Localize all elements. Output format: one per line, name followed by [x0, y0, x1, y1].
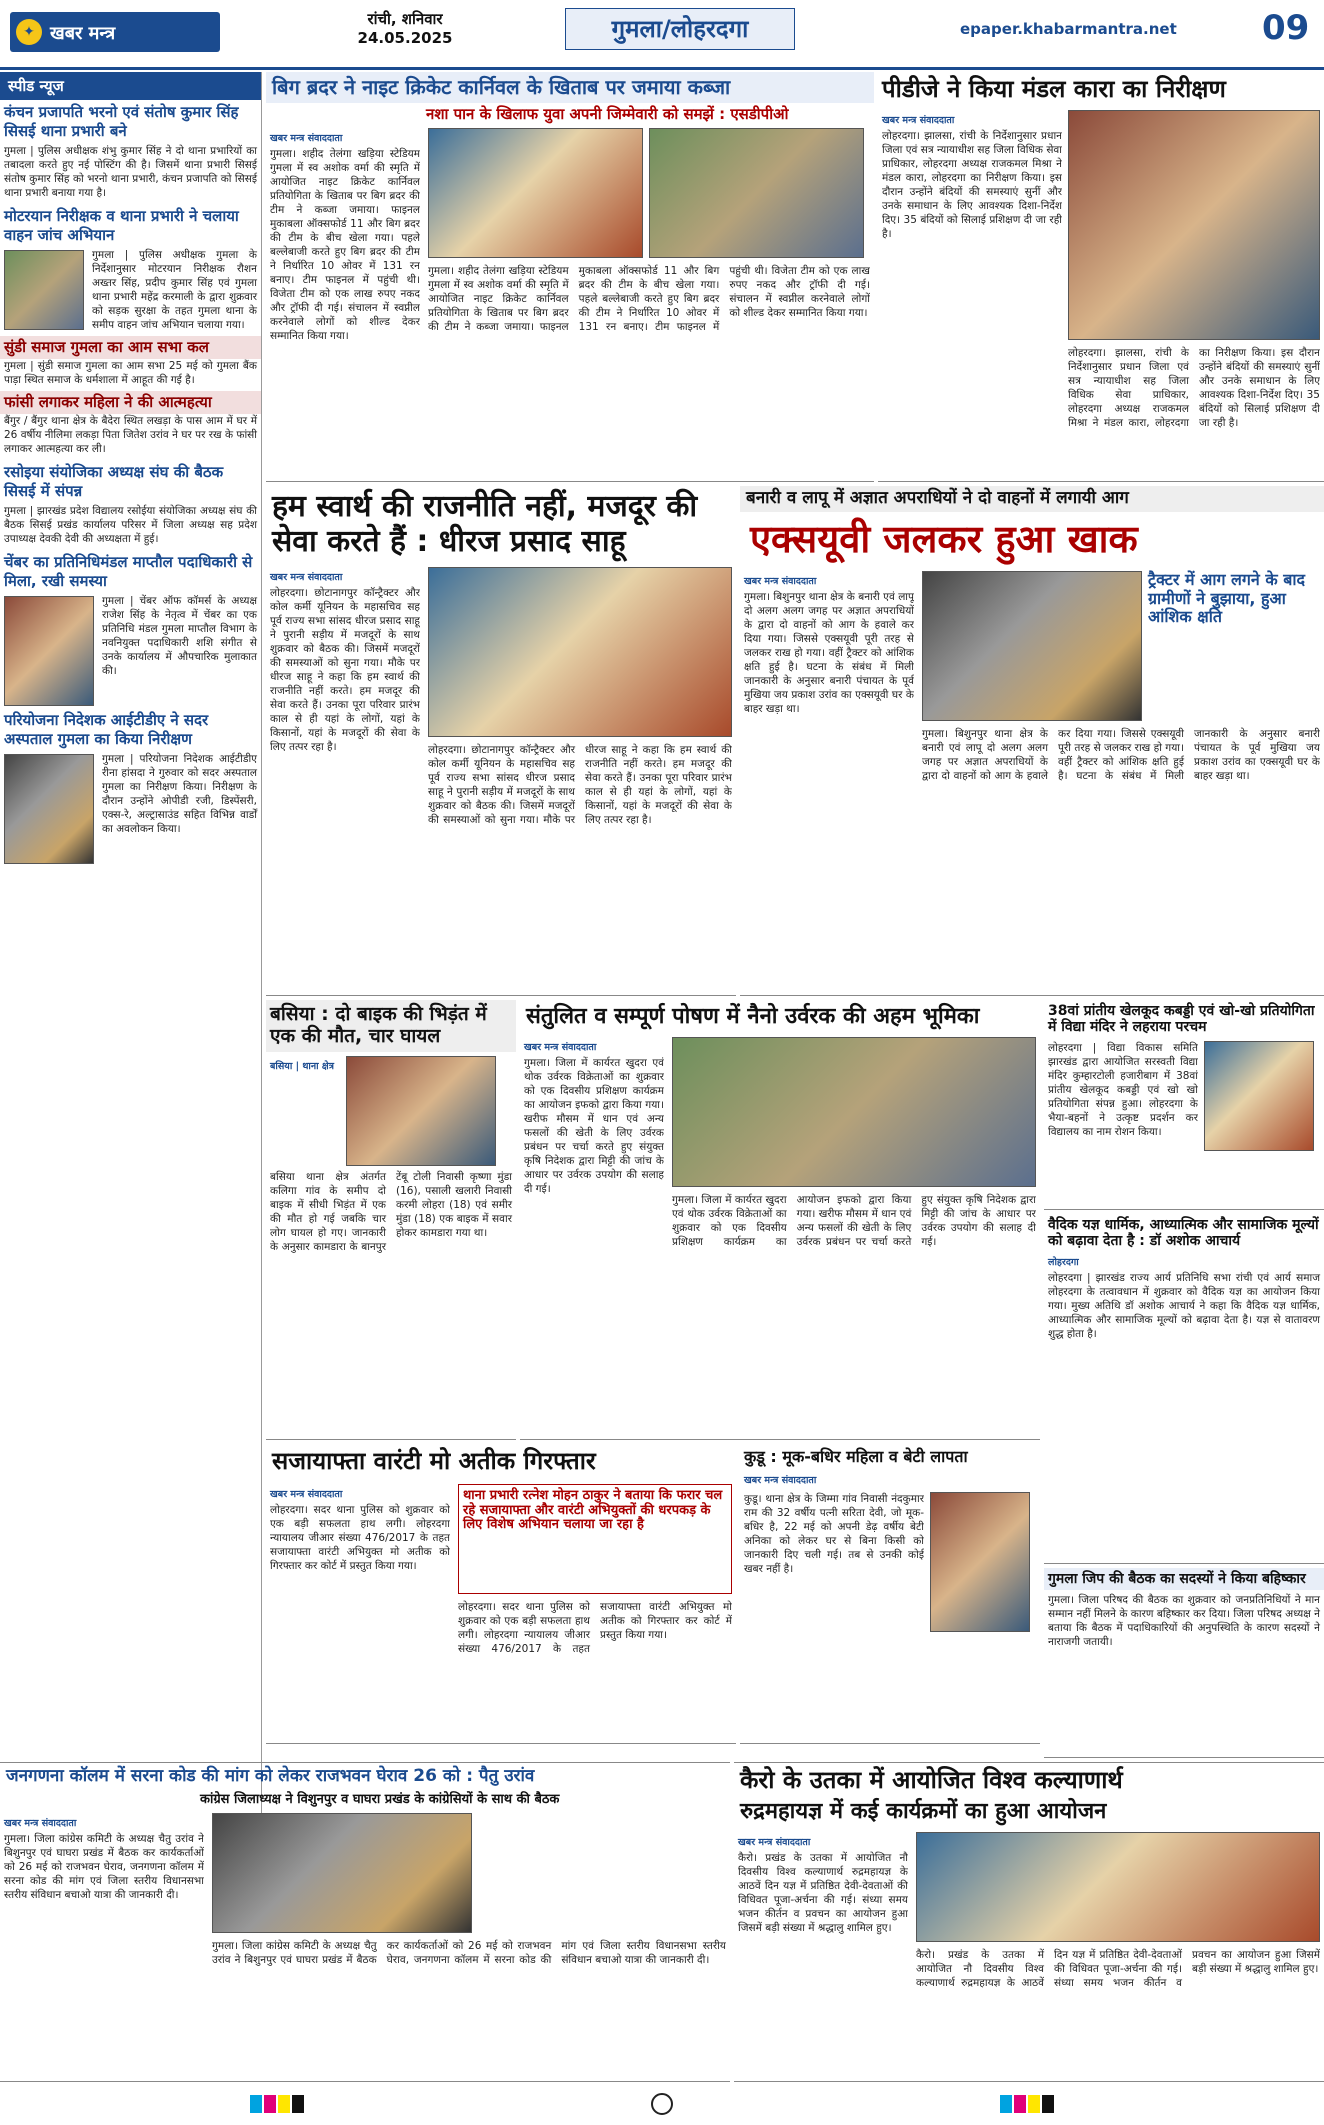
edition-date — [345, 10, 465, 48]
brief-item — [0, 708, 261, 866]
page-number: 09 — [1262, 8, 1310, 48]
pdj-headline[interactable]: पीडीजे ने किया मंडल कारा का निरीक्षण — [882, 75, 1226, 103]
speed-news-label: स्पीड न्यूज — [0, 72, 261, 100]
kairo-headline[interactable]: कैरो के उतका में आयोजित विश्व कल्याणार्थ — [740, 1766, 1123, 1794]
dhiraj-headline[interactable]: हम स्वार्थ की राजनीति नहीं, मजदूर की सेवा करते हैं : धीरज प्रसाद साहू — [272, 489, 698, 559]
pdj-body: लोहरदगा। झालसा, रांची के निर्देशानुसार प्रधान जिला एवं सत्र न्यायाधीश सह जिला विधिक सेवा प्राधिकार, लोहरदगा अध्यक्ष राजकमल मिश्रा ने मंडल कारा, लोहरदगा का निरीक्षण किया। इस दौरान उन्होंने बंदियों की समस्याएं सुनीं और उनके समाधान के लिए आवश्यक दिशा-निर्देश दिए। 35 बंदियों को सिलाई प्रशिक्षण दी जा रही है। — [882, 129, 1062, 240]
xuv-fire-story — [740, 486, 1324, 996]
kairo-body-continued: कैरो। प्रखंड के उतका में आयोजित नौ दिवसीय विश्व कल्याणार्थ रुद्रमहायज्ञ के आठवें दिन यज्ञ में प्रतिष्ठित देवी-देवताओं की विधिवत पूजा-अर्चना की गई। संध्या समय भजन कीर्तन व प्रवचन का आयोजन हुआ जिसमें बड़ी संख्या में श्रद्धालु शामिल हुए। — [916, 1948, 1320, 1989]
brief-body: गुमला | झारखंड प्रदेश विद्यालय रसोईया संयोजिका अध्यक्ष संघ की बैठक सिसई प्रखंड कार्यालय परिसर में जिला अध्यक्ष सह प्रदेश उपाध्यक्ष देवकी देवी की अध्यक्षता में हुई। — [4, 505, 257, 545]
brief-item — [0, 204, 261, 336]
brand-mark-icon: ✦ — [16, 19, 42, 45]
brief-item — [0, 100, 261, 204]
vehicle-check-photo — [4, 250, 84, 330]
speed-news-column — [0, 72, 262, 1872]
hospital-inspection-photo — [4, 754, 94, 864]
yellow-swatch — [1028, 2095, 1040, 2113]
section-title: गुमला/लोहरदगा — [565, 8, 795, 50]
kairo-yagya-story — [734, 1762, 1324, 2082]
registration-mark-icon — [651, 2093, 673, 2115]
kairo-headline-line2[interactable]: रुद्रमहायज्ञ में कई कार्यक्रमों का हुआ आयोजन — [740, 1798, 1107, 1824]
yagya-photo — [916, 1832, 1320, 1942]
cricket-headline[interactable]: बिग ब्रदर ने नाइट क्रिकेट कार्निवल के खिताब पर जमाया कब्जा — [266, 72, 874, 103]
sarna-subheadline[interactable]: कांग्रेस जिलाध्यक्ष ने विशुनपुर व घाघरा प्रखंड के कांग्रेसियों के साथ की बैठक — [200, 1791, 560, 1807]
byline: खबर मन्त्र संवाददाता — [738, 1836, 811, 1848]
kabaddi-body: लोहरदगा | विद्या विकास समिति झारखंड द्वारा आयोजित सरस्वती विद्या मंदिर कुम्हारटोली हजारीबाग में 38वां प्रांतीय खेलकूद कबड्डी एवं खो खो प्रतियोगिता संपन्न हुआ। लोहरदगा के भैया-बहनों ने उत्कृष्ट प्रदर्शन कर विद्यालय का नाम रोशन किया। — [1048, 1042, 1198, 1139]
chamber-meeting-photo — [4, 596, 94, 706]
byline: खबर मन्त्र संवाददाता — [270, 572, 343, 583]
accident-photo — [346, 1056, 496, 1166]
magenta-swatch — [1014, 2095, 1026, 2113]
sarna-body: गुमला। जिला कांग्रेस कमिटी के अध्यक्ष चैतु उरांव ने बिशुनपुर एवं घाघरा प्रखंड में बैठक कर कार्यकर्ताओं को 26 मई को राजभवन घेराव, जनगणना कॉलम में सरना कोड की मांग एवं जिला स्तरीय विधानसभा स्तरीय संविधान बचाओ यात्रा की जानकारी दी। — [4, 1833, 204, 1902]
brief-headline[interactable]: चेंबर का प्रतिनिधिमंडल माप्तौल पदाधिकारी से मिला, रखी समस्या — [4, 553, 253, 590]
xuv-body: गुमला। बिशुनपुर थाना क्षेत्र के बनारी एवं लापू दो अलग अलग जगह पर अज्ञात अपराधियों के द्वारा दो वाहनों को आग के हवाले कर दिया गया। जिससे एक्सयूवी पूरी तरह से जलकर राख हो गया। वहीं ट्रैक्टर को आंशिक क्षति हुई है। घटना के संबंध में मिली जानकारी के अनुसार बनारी पंचायत के पूर्व मुखिया जय प्रकाश उरांव का एक्सयूवी घर के बाहर खड़ा था। — [744, 591, 914, 716]
dhiraj-story — [266, 486, 736, 996]
brief-headline[interactable]: सुंडी समाज गुमला का आम सभा कल — [0, 336, 261, 359]
byline: लोहरदगा — [1048, 1257, 1079, 1269]
parishad-headline[interactable]: गुमला जिप की बैठक का सदस्यों ने किया बहिष्कार — [1044, 1568, 1324, 1590]
pdj-body-continued: लोहरदगा। झालसा, रांची के निर्देशानुसार प्रधान जिला एवं सत्र न्यायाधीश सह जिला विधिक सेवा प्राधिकार, लोहरदगा अध्यक्ष राजकमल मिश्रा ने मंडल कारा, लोहरदगा का निरीक्षण किया। इस दौरान उन्होंने बंदियों की समस्याएं सुनीं और उनके समाधान के लिए आवश्यक दिशा-निर्देश दिए। 35 बंदियों को सिलाई प्रशिक्षण दी जा रही है। — [1068, 346, 1320, 429]
kairo-body: कैरो। प्रखंड के उतका में आयोजित नौ दिवसीय विश्व कल्याणार्थ रुद्रमहायज्ञ के आठवें दिन यज्ञ में प्रतिष्ठित देवी-देवताओं की विधिवत पूजा-अर्चना की गई। संध्या समय भजन कीर्तन व प्रवचन का आयोजन हुआ जिसमें बड़ी संख्या में श्रद्धालु शामिल हुए। — [738, 1851, 908, 1934]
jail-inspection-photo — [1068, 110, 1320, 340]
burnt-xuv-photo — [922, 571, 1142, 721]
brief-headline[interactable]: रसोइया संयोजिका अध्यक्ष संघ की बैठक सिसई में संपन्न — [4, 463, 224, 500]
brief-body: गुमला | सुंडी समाज गुमला का आम सभा 25 मई को गुमला बैंक पाड़ा स्थित समाज के धर्मशाला में आहूत की गई है। — [4, 360, 257, 386]
byline: खबर मन्त्र संवाददाता — [882, 114, 955, 126]
trophy-photo — [649, 128, 864, 258]
cyan-swatch — [1000, 2095, 1012, 2113]
bike-headline[interactable]: बसिया : दो बाइक की भिड़ंत में एक की मौत, चार घायल — [266, 1000, 516, 1052]
brief-item — [0, 460, 261, 550]
epaper-url[interactable]: epaper.khabarmantra.net — [960, 20, 1177, 38]
dhiraj-body: लोहरदगा। छोटानागपुर कॉन्ट्रैक्टर और कोल कर्मी यूनियन के महासचिव सह पूर्व राज्य सभा सांसद धीरज प्रसाद साहू ने पुरानी सड़ीय में मजदूरों के साथ शुक्रवार को बैठक की। जिसमें मजदूरों की समस्याओं को सुना गया। मौके पर धीरज साहू ने कहा कि हम स्वार्थ की राजनीति नहीं करते। हम मजदूर की सेवा करते हैं। उनका पूरा परिवार प्रारंभ काल से ही यहां के लोगों, यहां के किसानों, यहां के मजदूरों की सेवा के लिए तत्पर रहा है। — [270, 587, 420, 753]
sarna-code-story — [0, 1762, 730, 2082]
bike-accident-story — [266, 1000, 516, 1440]
parishad-body: गुमला। जिला परिषद की बैठक का शुक्रवार को जनप्रतिनिधियों ने मान सम्मान नहीं मिलने के कारण बहिष्कार कर दिया। जिला परिषद अध्यक्ष ने बताया कि बैठक में पदाधिकारियों की अनुपस्थिति के कारण सदस्यों ने नाराजगी जतायी। — [1048, 1594, 1320, 1649]
brief-body: गुमला | चेंबर ऑफ कॉमर्स के अध्यक्ष राजेश सिंह के नेतृत्व में चेंबर का एक प्रतिनिधि मंडल गुमला माप्तौल विभाग के नवनियुक्त पदाधिकारी शशि संगीत से उनके कार्यालय में औपचारिक मुलाकात की। — [102, 595, 257, 677]
cricket-story — [266, 72, 874, 482]
xuv-side-headline: ट्रैक्टर में आग लगने के बाद ग्रामीणों ने बुझाया, हुआ आंशिक क्षति — [1148, 570, 1305, 627]
xuv-headline[interactable]: एक्सयूवी जलकर हुआ खाक — [750, 516, 1138, 561]
vedic-body: लोहरदगा | झारखंड राज्य आर्य प्रतिनिधि सभा रांची एवं आर्य समाज लोहरदगा के तत्वावधान में शुक्रवार को वैदिक यज्ञ का आयोजन किया गया। मुख्य अतिथि डॉ अशोक आचार्य ने कहा कि वैदिक यज्ञ धार्मिक, आध्यात्मिक और सामाजिक मूल्यों को बढ़ावा देता है। यज्ञ से वातावरण शुद्ध होता है। — [1048, 1272, 1320, 1341]
brand-logo[interactable] — [10, 12, 220, 52]
cricket-team-photo — [428, 128, 643, 258]
missing-body: कुडू। थाना क्षेत्र के जिम्मा गांव निवासी नंदकुमार राम की 32 वर्षीय पत्नी सरिता देवी, जो मूक-बधिर है, 22 मई को अपनी डेढ़ वर्षीय बेटी अनिका को लेकर घर से बिना किसी को जानकारी दिए चली गई। तब से उनकी कोई खबर नहीं है। — [744, 1493, 924, 1576]
pdj-story — [878, 72, 1324, 482]
nano-body-continued: गुमला। जिला में कार्यरत खुदरा एवं थोक उर्वरक विक्रेताओं का शुक्रवार को एक दिवसीय प्रशिक्षण कार्यक्रम का आयोजन इफको द्वारा किया गया। खरीफ मौसम में धान एवं अन्य फसलों की खेती के लिए उर्वरक प्रबंधन पर चर्चा करते हुए संयुक्त कृषि निदेशक द्वारा मिट्टी की जांच के आधार पर उर्वरक उपयोग की सलाह दी गई। — [672, 1194, 1036, 1249]
nano-fertilizer-story — [520, 1000, 1040, 1440]
kabaddi-team-photo — [1204, 1041, 1314, 1151]
edition-date-value: 24.05.2025 — [357, 29, 453, 47]
brief-body: गुमला | पुलिस अधीक्षक शंभु कुमार सिंह ने दो थाना प्रभारियों का तबादला करते हुए नई पोस्टिंग की है। जिसमें थाना प्रभारी सिसई संतोष कुमार सिंह को भरनो थाना प्रभारी, कंचन प्रजापति को सिसई थाना प्रभारी बनाया गया है। — [4, 145, 257, 199]
black-swatch — [292, 2095, 304, 2113]
nano-headline[interactable]: संतुलित व सम्पूर्ण पोषण में नैनो उर्वरक की अहम भूमिका — [526, 1004, 980, 1029]
warrant-body: लोहरदगा। सदर थाना पुलिस को शुक्रवार को एक बड़ी सफलता हाथ लगी। लोहरदगा न्यायालय जीआर संख्या 476/2017 के तहत सजायाफ्ता वारंटी अभियुक्त मो अतीक को गिरफ्तार कर कोर्ट में प्रस्तुत किया गया। — [270, 1503, 450, 1572]
masthead — [0, 0, 1324, 70]
brief-headline[interactable]: परियोजना निदेशक आईटीडीए ने सदर अस्पताल गुमला का किया निरीक्षण — [4, 711, 209, 748]
missing-headline[interactable]: कुडू : मूक-बधिर महिला व बेटी लापता — [744, 1447, 968, 1466]
brief-body: गुमला | पुलिस अधीक्षक गुमला के निर्देशानुसार मोटरयान निरीक्षक रौशन अख्तर सिंह, प्रदीप कुमार सिंह एवं गुमला थाना प्रभारी महेंद्र करमाली के द्वारा शुक्रवार को सड़क सुरक्षा के तहत गुमला थाना के समीप वाहन जांच अभियान चलाया गया। — [92, 249, 257, 331]
cricket-body-continued: गुमला। शहीद तेलंगा खड़िया स्टेडियम गुमला में स्व अशोक वर्मा की स्मृति में आयोजित नाइट क्रिकेट कार्निवल प्रतियोगिता के खिताब पर बिग ब्रदर की टीम ने कब्जा जमाया। फाइनल मुकाबला ऑक्सफोर्ड 11 और बिग ब्रदर की टीम के बीच खेला गया। पहले बल्लेबाजी करते हुए बिग ब्रदर की टीम ने निर्धारित 10 ओवर में 131 रन बनाए। टीम फाइनल में पहुंची थी। विजेता टीम को एक लाख रुपए नकद और ट्रॉफी दी गई। संचालन में स्वप्नील करनेवाले लोगों को शील्ड देकर सम्मानित किया गया। — [428, 265, 870, 334]
warrant-headline[interactable]: सजायाफ्ता वारंटी मो अतीक गिरफ्तार — [272, 1447, 596, 1475]
brand-name: खबर मन्त्र — [50, 23, 116, 44]
byline: खबर मन्त्र संवाददाता — [270, 1488, 343, 1500]
sarna-headline[interactable]: जनगणना कॉलम में सरना कोड की मांग को लेकर राजभवन घेराव 26 को : पैतु उरांव — [6, 1766, 535, 1786]
yellow-swatch — [278, 2095, 290, 2113]
brief-item — [0, 336, 261, 391]
warrant-pull-quote: थाना प्रभारी रत्नेश मोहन ठाकुर ने बताया कि फरार चल रहे सजायाफ्ता और वारंटी अभियुक्तों की धरपकड़ के लिए विशेष अभियान चलाया जा रहा है — [458, 1484, 732, 1594]
byline: खबर मन्त्र संवाददाता — [4, 1818, 77, 1830]
missing-person-story — [740, 1444, 1040, 1744]
zila-parishad-story — [1044, 1568, 1324, 1758]
dhiraj-meeting-photo — [428, 567, 732, 737]
print-registration-strip — [0, 2085, 1324, 2125]
brief-body: बैंगुर / बैंगुर थाना क्षेत्र के बैदेरा स्थित लखड़ा के पास आम में घर में 26 वर्षीय नीलिमा लकड़ा पिता जितेश उरांव ने घर पर रख के फांसी लगाकर आत्महत्या कर ली। — [4, 415, 257, 455]
magenta-swatch — [264, 2095, 276, 2113]
cricket-subheadline[interactable]: नशा पान के खिलाफ युवा अपनी जिम्मेवारी को समझें : एसडीपीओ — [426, 105, 789, 123]
sarna-body-continued: गुमला। जिला कांग्रेस कमिटी के अध्यक्ष चैतु उरांव ने बिशुनपुर एवं घाघरा प्रखंड में बैठक कर कार्यकर्ताओं को 26 मई को राजभवन घेराव, जनगणना कॉलम में सरना कोड की मांग एवं जिला स्तरीय विधानसभा स्तरीय संविधान बचाओ यात्रा की जानकारी दी। — [212, 1940, 726, 1967]
brief-item — [0, 391, 261, 460]
brief-body: गुमला | परियोजना निदेशक आईटीडीए रीना हांसदा ने गुरुवार को सदर अस्पताल गुमला का निरीक्षण किया। निरीक्षण के दौरान उन्होंने ओपीडी रजी, डिस्पेंसरी, एक्स-रे, अल्ट्रासाउंड सहित विभिन्न वार्डों का अवलोकन किया। — [102, 753, 257, 835]
brief-headline[interactable]: फांसी लगाकर महिला ने की आत्महत्या — [0, 391, 261, 414]
warrant-arrest-story — [266, 1444, 736, 1744]
nano-body: गुमला। जिला में कार्यरत खुदरा एवं थोक उर्वरक विक्रेताओं का शुक्रवार को एक दिवसीय प्रशिक्षण कार्यक्रम का आयोजन इफको द्वारा किया गया। खरीफ मौसम में धान एवं अन्य फसलों की खेती के लिए उर्वरक प्रबंधन पर चर्चा करते हुए संयुक्त कृषि निदेशक द्वारा मिट्टी की जांच के आधार पर उर्वरक उपयोग की सलाह दी गई। — [524, 1057, 664, 1196]
byline: खबर मन्त्र संवाददाता — [744, 576, 817, 588]
warrant-body-continued: लोहरदगा। सदर थाना पुलिस को शुक्रवार को एक बड़ी सफलता हाथ लगी। लोहरदगा न्यायालय जीआर संख्या 476/2017 के तहत सजायाफ्ता वारंटी अभियुक्त मो अतीक को गिरफ्तार कर कोर्ट में प्रस्तुत किया गया। — [458, 1600, 732, 1655]
training-photo — [672, 1037, 1036, 1187]
bike-body: बसिया थाना क्षेत्र अंतर्गत कलिगा गांव के समीप दो बाइक में सीधी भिड़ंत में एक की मौत हो गई जबकि चार लोग घायल हो गए। जानकारी के अनुसार कामडारा के बानपुर टेंबू टोली निवासी कृष्णा मुंडा (16), पसाली खलारी निवासी करमी लोहरा (18) एवं समीर मुंडा (18) एक बाइक में सवार होकर कामडारा गया था। — [270, 1170, 512, 1253]
congress-meeting-photo — [212, 1813, 472, 1933]
byline: खबर मन्त्र संवाददाता — [744, 1475, 817, 1487]
brief-headline[interactable]: मोटरयान निरीक्षक व थाना प्रभारी ने चलाया वाहन जांच अभियान — [4, 207, 239, 244]
vedic-yagya-story — [1044, 1214, 1324, 1564]
xuv-body-continued: गुमला। बिशुनपुर थाना क्षेत्र के बनारी एवं लापू दो अलग अलग जगह पर अज्ञात अपराधियों के द्वारा दो वाहनों को आग के हवाले कर दिया गया। जिससे एक्सयूवी पूरी तरह से जलकर राख हो गया। वहीं ट्रैक्टर को आंशिक क्षति हुई है। घटना के संबंध में मिली जानकारी के अनुसार बनारी पंचायत के पूर्व मुखिया जय प्रकाश उरांव का एक्सयूवी घर के बाहर खड़ा था। — [922, 728, 1320, 783]
byline: बसिया | थाना क्षेत्र — [270, 1060, 334, 1072]
edition-city: रांची, शनिवार — [367, 10, 443, 28]
byline: खबर मन्त्र संवाददाता — [524, 1042, 597, 1054]
black-swatch — [1042, 2095, 1054, 2113]
kabaddi-story — [1044, 1000, 1324, 1210]
byline: खबर मन्त्र संवाददाता — [270, 133, 343, 145]
vedic-headline[interactable]: वैदिक यज्ञ धार्मिक, आध्यात्मिक और सामाजिक मूल्यों को बढ़ावा देता है : डॉ अशोक आचार्य — [1048, 1217, 1319, 1250]
brief-headline[interactable]: कंचन प्रजापति भरनो एवं संतोष कुमार सिंह सिसई थाना प्रभारी बने — [4, 103, 239, 140]
cyan-swatch — [250, 2095, 262, 2113]
brief-item — [0, 550, 261, 708]
missing-person-photo — [930, 1492, 1030, 1632]
dhiraj-body-continued: लोहरदगा। छोटानागपुर कॉन्ट्रैक्टर और कोल कर्मी यूनियन के महासचिव सह पूर्व राज्य सभा सांसद धीरज प्रसाद साहू ने पुरानी सड़ीय में मजदूरों के साथ शुक्रवार को बैठक की। जिसमें मजदूरों की समस्याओं को सुना गया। मौके पर धीरज साहू ने कहा कि हम स्वार्थ की राजनीति नहीं करते। हम मजदूर की सेवा करते हैं। उनका पूरा परिवार प्रारंभ काल से ही यहां के लोगों, यहां के किसानों, यहां के मजदूरों की सेवा के लिए तत्पर रहा है। — [428, 744, 732, 826]
cricket-body: गुमला। शहीद तेलंगा खड़िया स्टेडियम गुमला में स्व अशोक वर्मा की स्मृति में आयोजित नाइट क्रिकेट कार्निवल प्रतियोगिता के खिताब पर बिग ब्रदर की टीम ने कब्जा जमाया। फाइनल मुकाबला ऑक्सफोर्ड 11 और बिग ब्रदर की टीम के बीच खेला गया। पहले बल्लेबाजी करते हुए बिग ब्रदर की टीम ने निर्धारित 10 ओवर में 131 रन बनाए। टीम फाइनल में पहुंची थी। विजेता टीम को एक लाख रुपए नकद और ट्रॉफी दी गई। संचालन में स्वप्नील करनेवाले लोगों को शील्ड देकर सम्मानित किया गया। — [270, 148, 420, 343]
xuv-kicker[interactable]: बनारी व लापू में अज्ञात अपराधियों ने दो वाहनों में लगायी आग — [740, 486, 1324, 512]
kabaddi-headline[interactable]: 38वां प्रांतीय खेलकूद कबड्डी एवं खो-खो प्रतियोगिता में विद्या मंदिर ने लहराया परचम — [1048, 1003, 1315, 1036]
